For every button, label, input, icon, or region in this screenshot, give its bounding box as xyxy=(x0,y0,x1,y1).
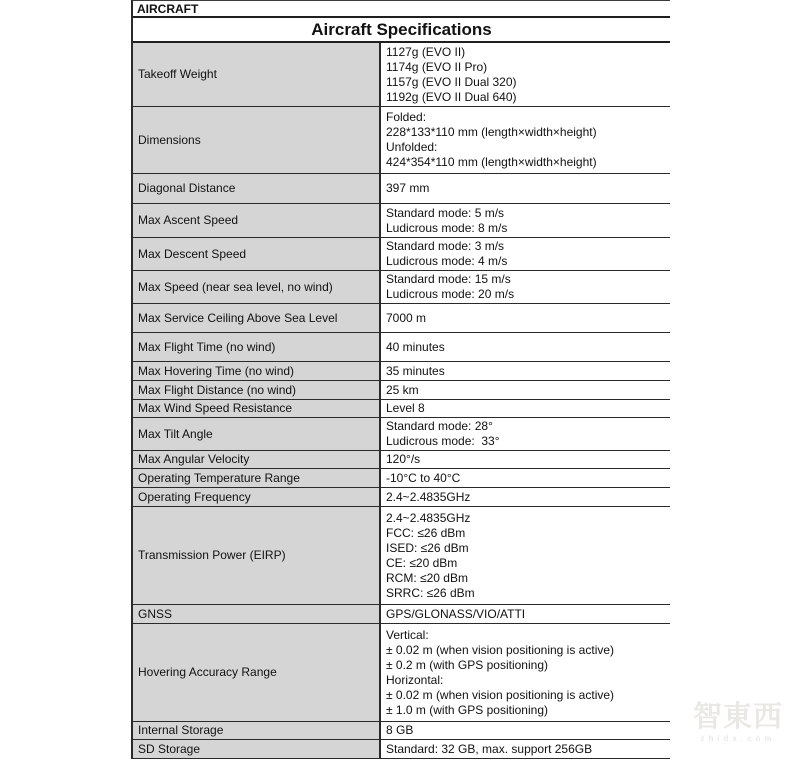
spec-label: Max Service Ceiling Above Sea Level xyxy=(133,304,381,332)
spec-label: SD Storage xyxy=(133,740,381,758)
spec-label: Max Descent Speed xyxy=(133,238,381,270)
spec-label: Max Wind Speed Resistance xyxy=(133,400,381,417)
spec-label: Max Ascent Speed xyxy=(133,204,381,237)
spec-label: Max Flight Distance (no wind) xyxy=(133,381,381,399)
spec-label: Transmission Power (EIRP) xyxy=(133,507,381,604)
spec-value-line: ± 0.02 m (when vision positioning is active) xyxy=(386,687,615,702)
spec-value-line: 1127g (EVO II) xyxy=(386,44,466,59)
aircraft-spec-table xyxy=(131,0,670,759)
spec-value-line: Standard mode: 15 m/s xyxy=(386,272,511,286)
spec-value-line: 424*354*110 mm (length×width×height) xyxy=(386,155,597,169)
spec-label: Max Tilt Angle xyxy=(133,418,381,450)
spec-row xyxy=(133,507,670,605)
spec-value-line: Ludicrous mode: 4 m/s xyxy=(386,254,508,268)
spec-row xyxy=(133,304,670,333)
spec-value-line: Ludicrous mode: 33° xyxy=(386,434,500,448)
spec-value xyxy=(381,204,670,237)
spec-value-line: RCM: ≤20 dBm xyxy=(386,570,468,585)
spec-row xyxy=(133,400,670,418)
spec-value-line: 397 mm xyxy=(386,181,430,195)
spec-value xyxy=(381,469,670,487)
spec-value xyxy=(381,304,670,332)
spec-value xyxy=(381,238,670,270)
spec-value-line: ± 0.02 m (when vision positioning is active) xyxy=(386,642,615,657)
spec-row xyxy=(133,722,670,740)
spec-value xyxy=(381,362,670,380)
spec-value-line: Level 8 xyxy=(386,401,425,415)
spec-value-line: 35 minutes xyxy=(386,363,445,378)
spec-row xyxy=(133,204,670,238)
spec-row xyxy=(133,605,670,624)
spec-value xyxy=(381,43,670,106)
table-title: Aircraft Specifications xyxy=(133,18,670,43)
spec-value-line: 7000 m xyxy=(386,310,427,325)
spec-value-line: 120°/s xyxy=(386,452,421,466)
spec-value-line: FCC: ≤26 dBm xyxy=(386,525,466,540)
spec-value-line: GPS/GLONASS/VIO/ATTI xyxy=(386,606,526,621)
spec-rows xyxy=(133,43,670,759)
spec-value-line: Standard: 32 GB, max. support 256GB xyxy=(386,741,593,756)
spec-row xyxy=(133,333,670,362)
spec-label: Max Hovering Time (no wind) xyxy=(133,362,381,380)
spec-label: Max Angular Velocity xyxy=(133,451,381,468)
spec-label: GNSS xyxy=(133,605,381,623)
spec-label: Dimensions xyxy=(133,107,381,173)
spec-value xyxy=(381,400,670,417)
section-header: AIRCRAFT xyxy=(133,1,670,18)
spec-value xyxy=(381,107,670,173)
spec-value-line: Folded: xyxy=(386,110,427,124)
spec-row xyxy=(133,451,670,469)
spec-value-line: ± 1.0 m (with GPS positioning) xyxy=(386,702,548,717)
spec-value-line: Standard mode: 3 m/s xyxy=(386,239,505,253)
spec-row xyxy=(133,469,670,488)
spec-label: Operating Temperature Range xyxy=(133,469,381,487)
spec-value-line: CE: ≤20 dBm xyxy=(386,555,458,570)
spec-row xyxy=(133,740,670,759)
spec-row xyxy=(133,107,670,174)
spec-value xyxy=(381,722,670,739)
spec-label: Diagonal Distance xyxy=(133,174,381,203)
spec-value-line: ± 0.2 m (with GPS positioning) xyxy=(386,657,548,672)
spec-value-line: 1174g (EVO II Pro) xyxy=(386,59,488,74)
spec-label: Takeoff Weight xyxy=(133,43,381,106)
spec-label: Hovering Accuracy Range xyxy=(133,624,381,721)
spec-value xyxy=(381,740,670,758)
spec-value-line: 228*133*110 mm (length×width×height) xyxy=(386,125,597,139)
spec-value-line: Unfolded: xyxy=(386,140,438,154)
spec-value xyxy=(381,605,670,623)
spec-row xyxy=(133,488,670,507)
spec-value-line: ISED: ≤26 dBm xyxy=(386,540,469,555)
spec-value-line: Horizontal: xyxy=(386,672,444,687)
spec-label: Operating Frequency xyxy=(133,488,381,506)
spec-value-line: Standard mode: 28° xyxy=(386,419,493,433)
spec-value xyxy=(381,333,670,361)
spec-value-line: Standard mode: 5 m/s xyxy=(386,205,505,220)
spec-value xyxy=(381,418,670,450)
spec-value-line: Ludicrous mode: 20 m/s xyxy=(386,287,515,301)
spec-row xyxy=(133,624,670,722)
spec-value xyxy=(381,271,670,303)
spec-value-line: -10°C to 40°C xyxy=(386,470,461,485)
spec-value-line: 25 km xyxy=(386,382,419,397)
spec-value-line: 1192g (EVO II Dual 640) xyxy=(386,89,517,104)
spec-row xyxy=(133,271,670,304)
watermark-logo-text: 智東西 xyxy=(692,701,783,733)
spec-value-line: 2.4~2.4835GHz xyxy=(386,489,471,504)
spec-value-line: 40 minutes xyxy=(386,339,445,354)
spec-row xyxy=(133,381,670,400)
spec-row xyxy=(133,238,670,271)
watermark-domain: zhidx.com xyxy=(700,734,776,743)
spec-value-line: 8 GB xyxy=(386,723,414,737)
spec-row xyxy=(133,174,670,204)
spec-value xyxy=(381,507,670,604)
spec-value xyxy=(381,381,670,399)
spec-label: Max Flight Time (no wind) xyxy=(133,333,381,361)
spec-value-line: 2.4~2.4835GHz xyxy=(386,510,471,525)
spec-value-line: 1157g (EVO II Dual 320) xyxy=(386,74,517,89)
spec-value-line: Ludicrous mode: 8 m/s xyxy=(386,220,508,235)
spec-row xyxy=(133,43,670,107)
spec-label: Max Speed (near sea level, no wind) xyxy=(133,271,381,303)
spec-value xyxy=(381,451,670,468)
spec-row xyxy=(133,418,670,451)
spec-value xyxy=(381,624,670,721)
spec-value-line: SRRC: ≤26 dBm xyxy=(386,585,475,600)
spec-label: Internal Storage xyxy=(133,722,381,739)
spec-value xyxy=(381,488,670,506)
spec-value xyxy=(381,174,670,203)
spec-value-line: Vertical: xyxy=(386,627,429,642)
spec-row xyxy=(133,362,670,381)
watermark xyxy=(686,700,790,744)
